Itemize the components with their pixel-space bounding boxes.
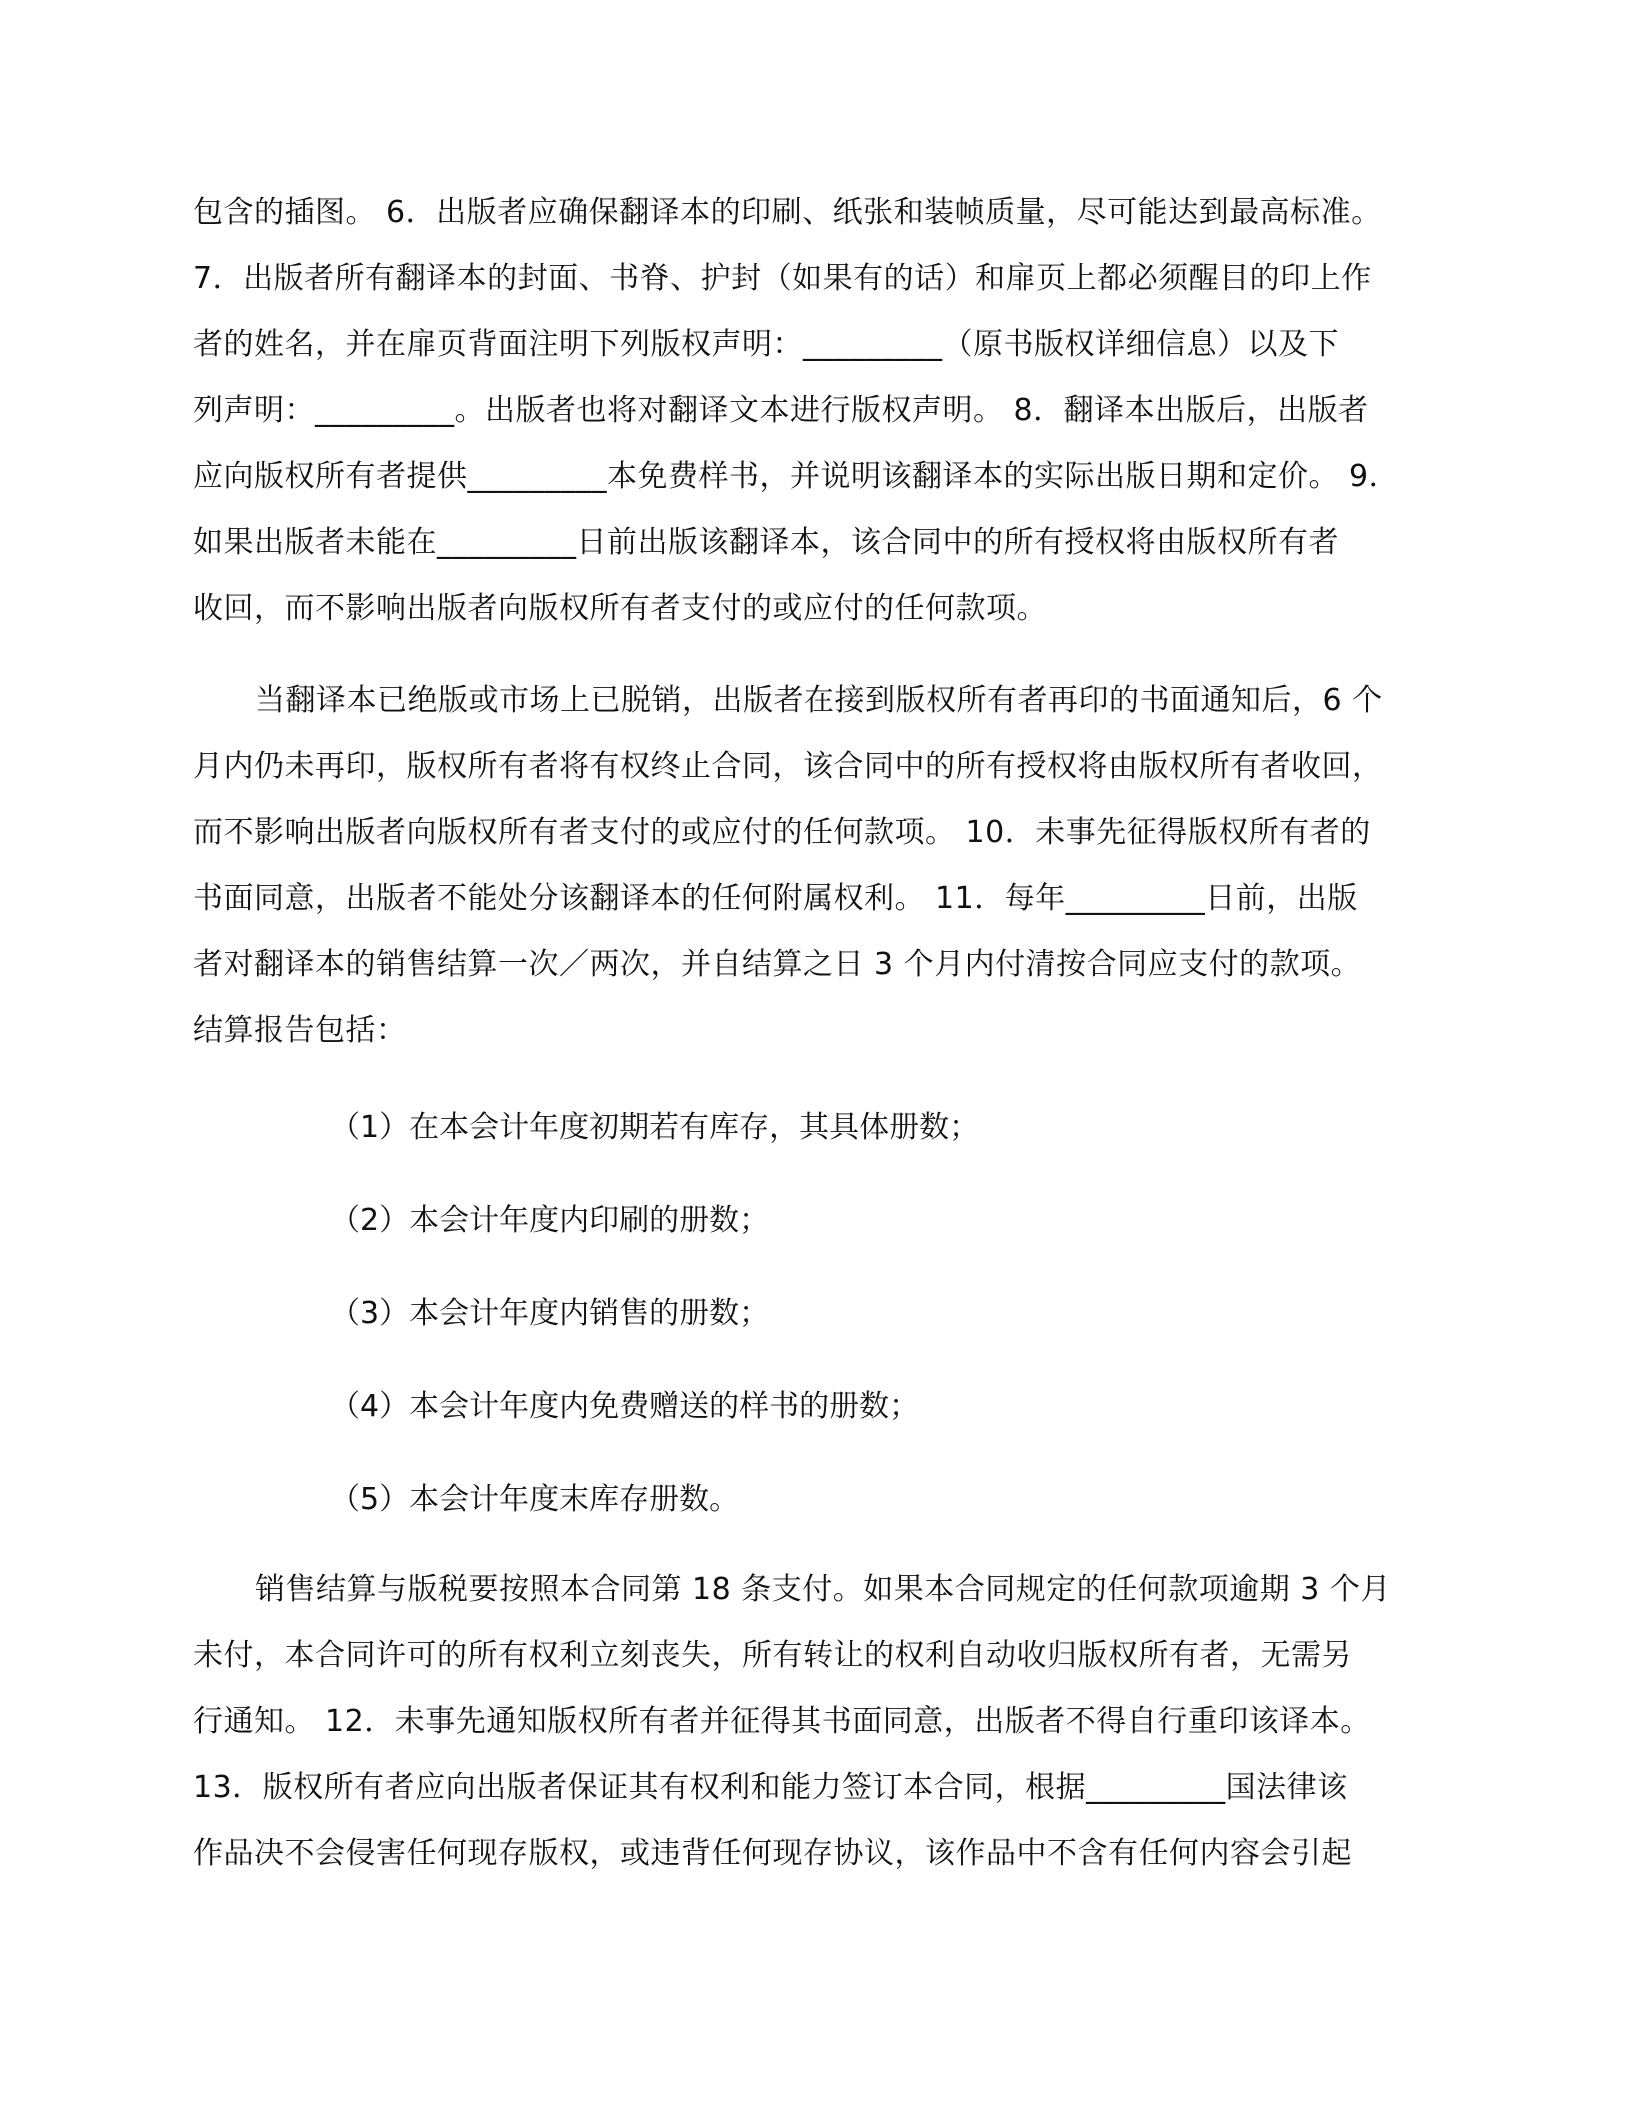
text-line: 应向版权所有者提供_________本免费样书，并说明该翻译本的实际出版日期和定价。 9．: [193, 459, 1400, 494]
text-line: 作品决不会侵害任何现存版权，或违背任何现存协议，该作品中不含有任何内容会引起: [193, 1836, 1352, 1871]
text-line: 7．出版者所有翻译本的封面、书脊、护封（如果有的话）和扉页上都必须醒目的印上作: [193, 261, 1372, 296]
paragraph-royalty-terms: [193, 1557, 1443, 1887]
text-line: 列声明：_________。出版者也将对翻译文本进行版权声明。 8．翻译本出版后，出版者: [193, 393, 1369, 428]
text-line: 者的姓名，并在扉页背面注明下列版权声明：_________（原书版权详细信息）以及下: [193, 327, 1339, 362]
text-line: 者对翻译本的销售结算一次／两次，并自结算之日 3 个月内付清按合同应支付的款项。: [193, 947, 1362, 982]
paragraph-publication-terms: [193, 180, 1443, 642]
list-item: （5）本会计年度末库存册数。: [330, 1482, 740, 1517]
text-line: 销售结算与版税要按照本合同第 18 条支付。如果本合同规定的任何款项逾期 3 个月: [255, 1572, 1391, 1607]
text-line: 包含的插图。 6．出版者应确保翻译本的印刷、纸张和装帧质量，尽可能达到最高标准。: [193, 195, 1382, 230]
text-line: 而不影响出版者向版权所有者支付的或应付的任何款项。 10．未事先征得版权所有者的: [193, 815, 1371, 850]
list-item: （2）本会计年度内印刷的册数；: [330, 1203, 770, 1238]
text-line: 如果出版者未能在_________日前出版该翻译本，该合同中的所有授权将由版权所有者: [193, 525, 1339, 560]
text-line: 行通知。 12．未事先通知版权所有者并征得其书面同意，出版者不得自行重印该译本。: [193, 1704, 1371, 1739]
list-item: （3）本会计年度内销售的册数；: [330, 1296, 770, 1331]
text-line: 收回，而不影响出版者向版权所有者支付的或应付的任何款项。: [193, 591, 1047, 626]
text-line: 当翻译本已绝版或市场上已脱销，出版者在接到版权所有者再印的书面通知后，6 个: [255, 683, 1383, 718]
list-item: （1）在本会计年度初期若有库存，其具体册数；: [330, 1110, 980, 1145]
text-line: 13．版权所有者应向出版者保证其有权利和能力签订本合同，根据_________国法律该: [193, 1770, 1348, 1805]
text-line: 未付，本合同许可的所有权利立刻丧失，所有转让的权利自动收归版权所有者，无需另: [193, 1638, 1352, 1673]
list-item: （4）本会计年度内免费赠送的样书的册数；: [330, 1389, 920, 1424]
text-line: 书面同意，出版者不能处分该翻译本的任何附属权利。 11．每年_________日前，出版: [193, 881, 1358, 916]
text-line: 结算报告包括：: [193, 1013, 407, 1048]
text-line: 月内仍未再印，版权所有者将有权终止合同，该合同中的所有授权将由版权所有者收回，: [193, 749, 1383, 784]
paragraph-out-of-print-terms: [193, 668, 1443, 1064]
